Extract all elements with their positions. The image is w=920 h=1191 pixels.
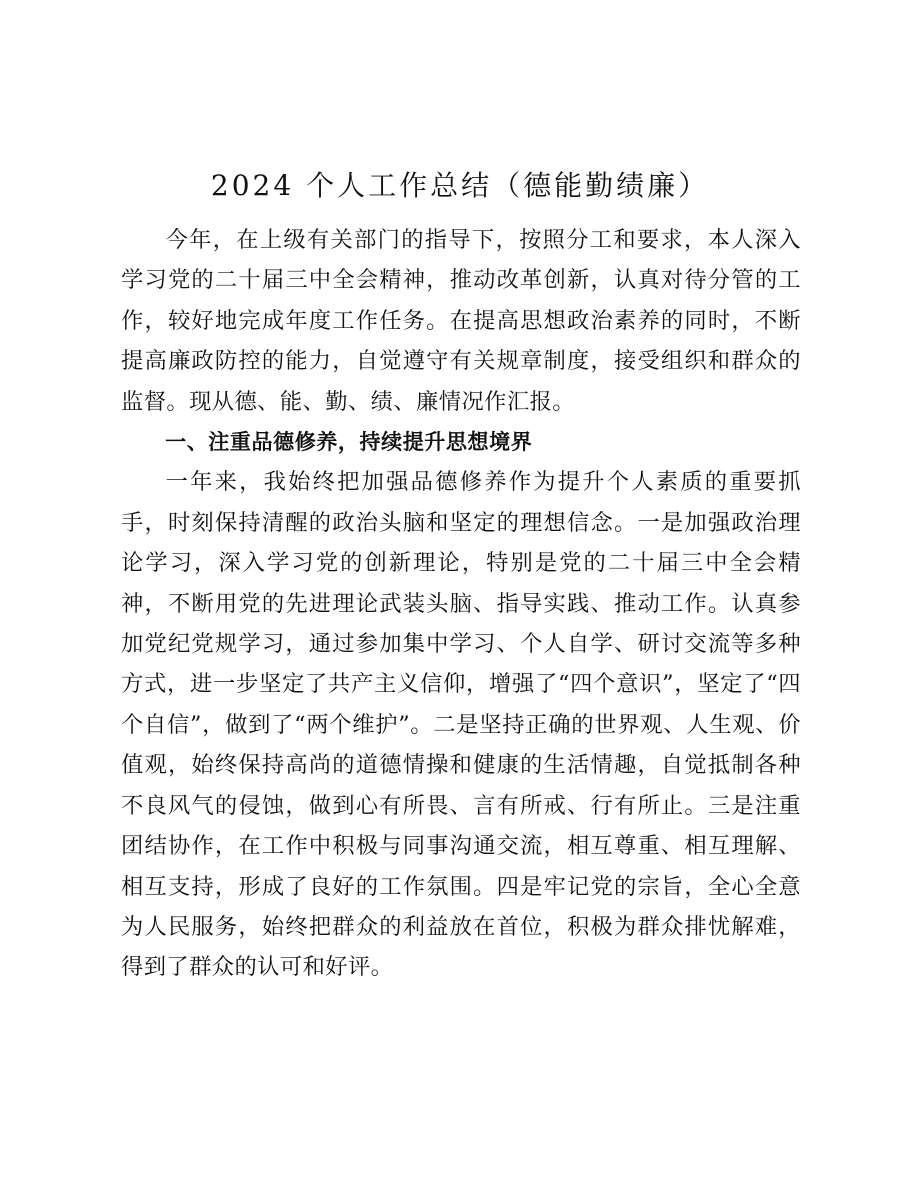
- document-body: [121, 220, 801, 988]
- section-1-heading: 一、注重品德修养，持续提升思想境界: [165, 430, 533, 455]
- document-title: 2024 个人工作总结（德能勤绩廉）: [210, 169, 710, 202]
- section-1-paragraph: 一年来，我始终把加强品德修养作为提升个人素质的重要抓手，时刻保持清醒的政治头脑和坚定的理想信念。一是加强政治理论学习，深入学习党的创新理论，特别是党的二十届三中全会精神，不断用党的先进理论武装头脑、指导实践、推动工作。认真参加党纪党规学习，通过参加集中学习、个人自学、研讨交流等多种方式，进一步坚定了共产主义信仰，增强了“四个意识”，坚定了“四个自信”，做到了“两个维护”。二是坚持正确的世界观、人生观、价值观，始终保持高尚的道德情操和健康的生活情趣，自觉抵制各种不良风气的侵蚀，做到心有所畏、言有所戒、行有所止。三是注重团结协作，在工作中积极与同事沟通交流，相互尊重、相互理解、相互支持，形成了良好的工作氛围。四是牢记党的宗旨，全心全意为人民服务，始终把群众的利益放在首位，积极为群众排忧解难，得到了群众的认可和好评。: [121, 469, 801, 981]
- intro-paragraph: 今年，在上级有关部门的指导下，按照分工和要求，本人深入学习党的二十届三中全会精神，推动改革创新，认真对待分管的工作，较好地完成年度工作任务。在提高思想政治素养的同时，不断提高廉政防控的能力，自觉遵守有关规章制度，接受组织和群众的监督。现从德、能、勤、绩、廉情况作汇报。: [121, 227, 801, 415]
